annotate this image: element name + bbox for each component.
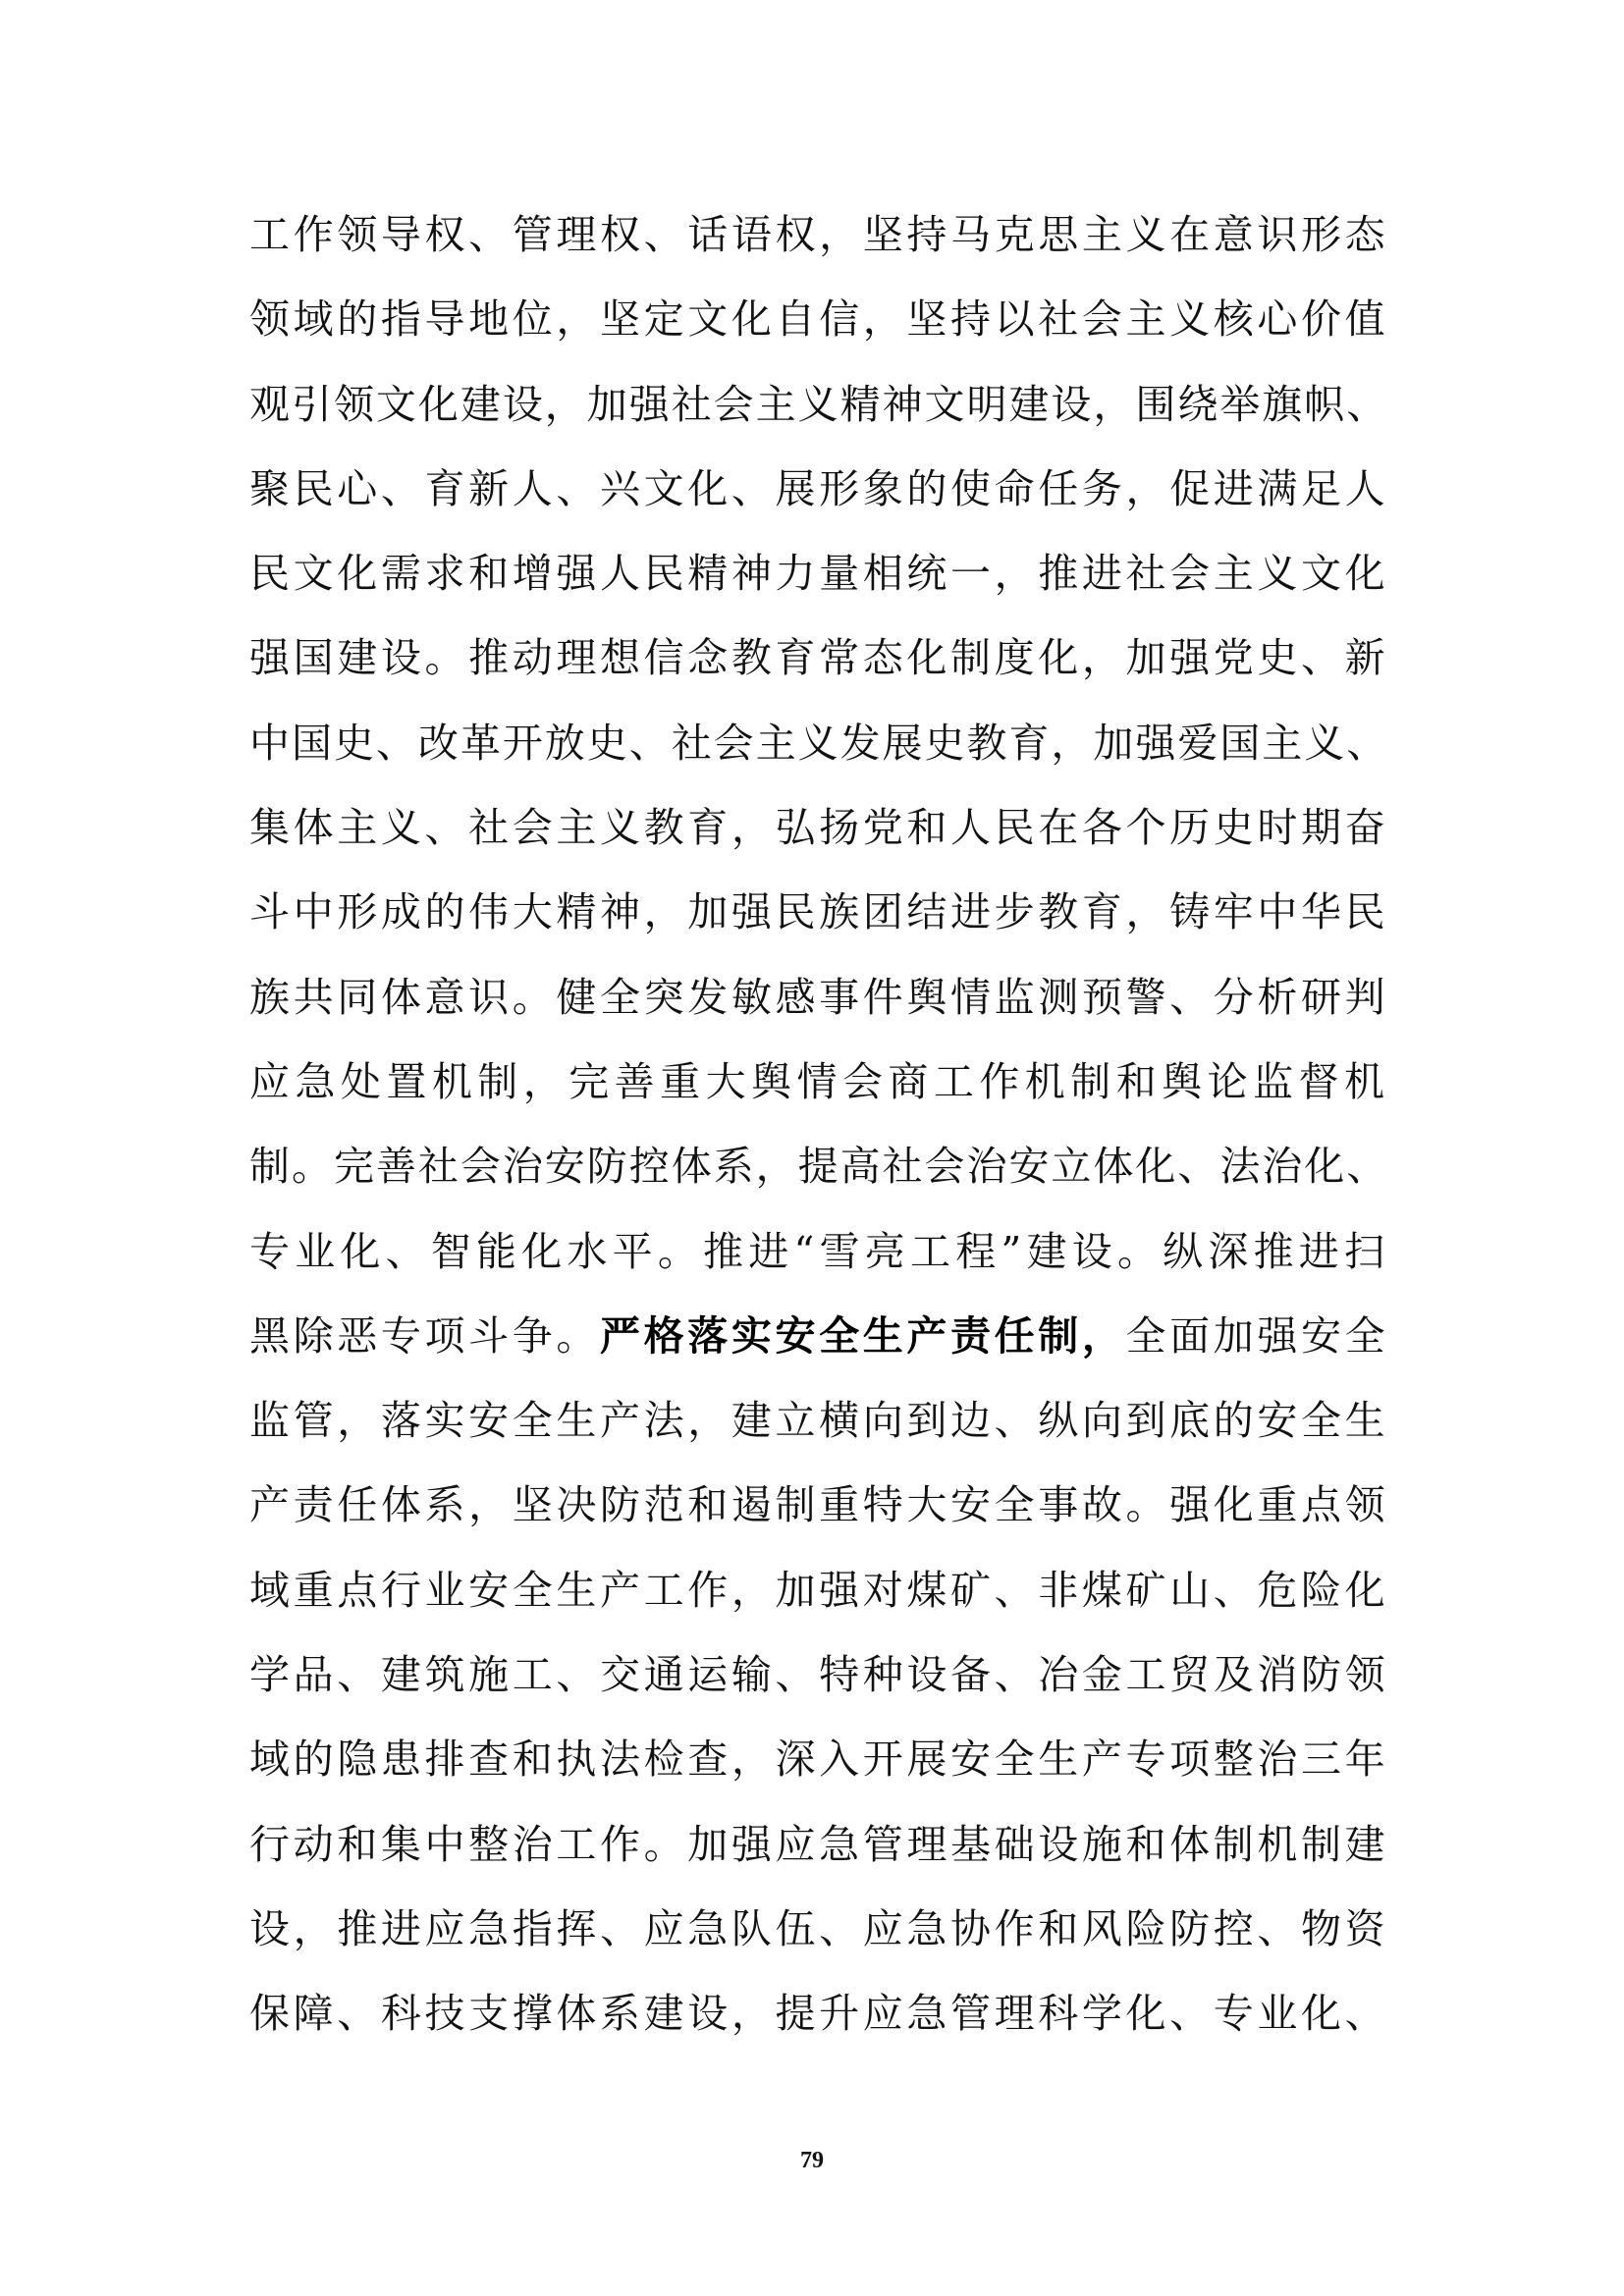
- text-segment: 强国建设。推动理想信念教育常态化制度化，加强党史、新: [249, 634, 1388, 682]
- text-line: [249, 870, 1388, 954]
- text-segment: 聚民心、育新人、兴文化、展形象的使命任务，促进满足人: [249, 464, 1388, 512]
- text-segment: 产责任体系，坚决防范和遏制重特大安全事故。强化重点领: [249, 1481, 1388, 1529]
- text-line: [249, 955, 1388, 1040]
- text-segment: 域重点行业安全生产工作，加强对煤矿、非煤矿山、危险化: [249, 1566, 1388, 1614]
- text-segment: 域的隐患排查和执法检查，深入开展安全生产专项整治三年: [249, 1735, 1388, 1784]
- text-segment: 民文化需求和增强人民精神力量相统一，推进社会主义文化: [249, 550, 1388, 598]
- text-segment: 工作领导权、管理权、话语权，坚持马克思主义在意识形态: [249, 211, 1388, 258]
- text-segment: 斗中形成的伟大精神，加强民族团结进步教育，铸牢中华民: [249, 888, 1388, 936]
- text-line: [249, 1124, 1388, 1208]
- text-line: [249, 362, 1388, 447]
- text-line: [249, 1378, 1388, 1463]
- text-segment: 黑除恶专项斗争。: [249, 1311, 600, 1360]
- text-segment: 中国史、改革开放史、社会主义发展史教育，加强爱国主义、: [249, 719, 1388, 767]
- text-line: [249, 447, 1388, 531]
- text-line: [249, 1294, 1388, 1378]
- text-segment: 领域的指导地位，坚定文化自信，坚持以社会主义核心价值: [249, 295, 1388, 344]
- text-line: [249, 615, 1388, 700]
- text-segment: 学品、建筑施工、交通运输、特种设备、冶金工贸及消防领: [249, 1651, 1388, 1699]
- text-segment: 观引领文化建设，加强社会主义精神文明建设，围绕举旗帜、: [249, 380, 1388, 428]
- text-line: [249, 1971, 1388, 2056]
- text-segment: 应急处置机制，完善重大舆情会商工作机制和舆论监督机: [249, 1057, 1388, 1105]
- text-segment: 全面加强安全: [1125, 1311, 1388, 1360]
- text-line: [249, 785, 1388, 870]
- text-line: [249, 1802, 1388, 1887]
- text-line: [249, 1887, 1388, 1971]
- bold-text-segment: 严格落实安全生产责任制，: [599, 1311, 1126, 1360]
- text-line: [249, 277, 1388, 361]
- text-segment: 制。完善社会治安防控体系，提高社会治安立体化、法治化、: [249, 1143, 1388, 1191]
- text-line: [249, 192, 1388, 277]
- text-line: [249, 531, 1388, 615]
- text-segment: 集体主义、社会主义教育，弘扬党和人民在各个历史时期奋: [249, 804, 1388, 852]
- text-segment: 设，推进应急指挥、应急队伍、应急协作和风险防控、物资: [249, 1904, 1388, 1952]
- text-segment: 行动和集中整治工作。加强应急管理基础设施和体制机制建: [249, 1820, 1388, 1868]
- text-segment: 监管，落实安全生产法，建立横向到边、纵向到底的安全生: [249, 1397, 1388, 1445]
- text-line: [249, 1548, 1388, 1632]
- body-text: [249, 192, 1388, 2056]
- text-line: [249, 1463, 1388, 1547]
- text-line: [249, 1209, 1388, 1294]
- page-number: 79: [800, 2148, 824, 2173]
- text-segment: 专业化、智能化水平。推进“雪亮工程”建设。纵深推进扫: [249, 1227, 1388, 1275]
- text-segment: 族共同体意识。健全突发敏感事件舆情监测预警、分析研判: [249, 973, 1388, 1021]
- text-line: [249, 1632, 1388, 1717]
- text-line: [249, 1717, 1388, 1801]
- text-line: [249, 701, 1388, 785]
- text-segment: 保障、科技支撑体系建设，提升应急管理科学化、专业化、: [249, 1990, 1388, 2038]
- text-line: [249, 1040, 1388, 1124]
